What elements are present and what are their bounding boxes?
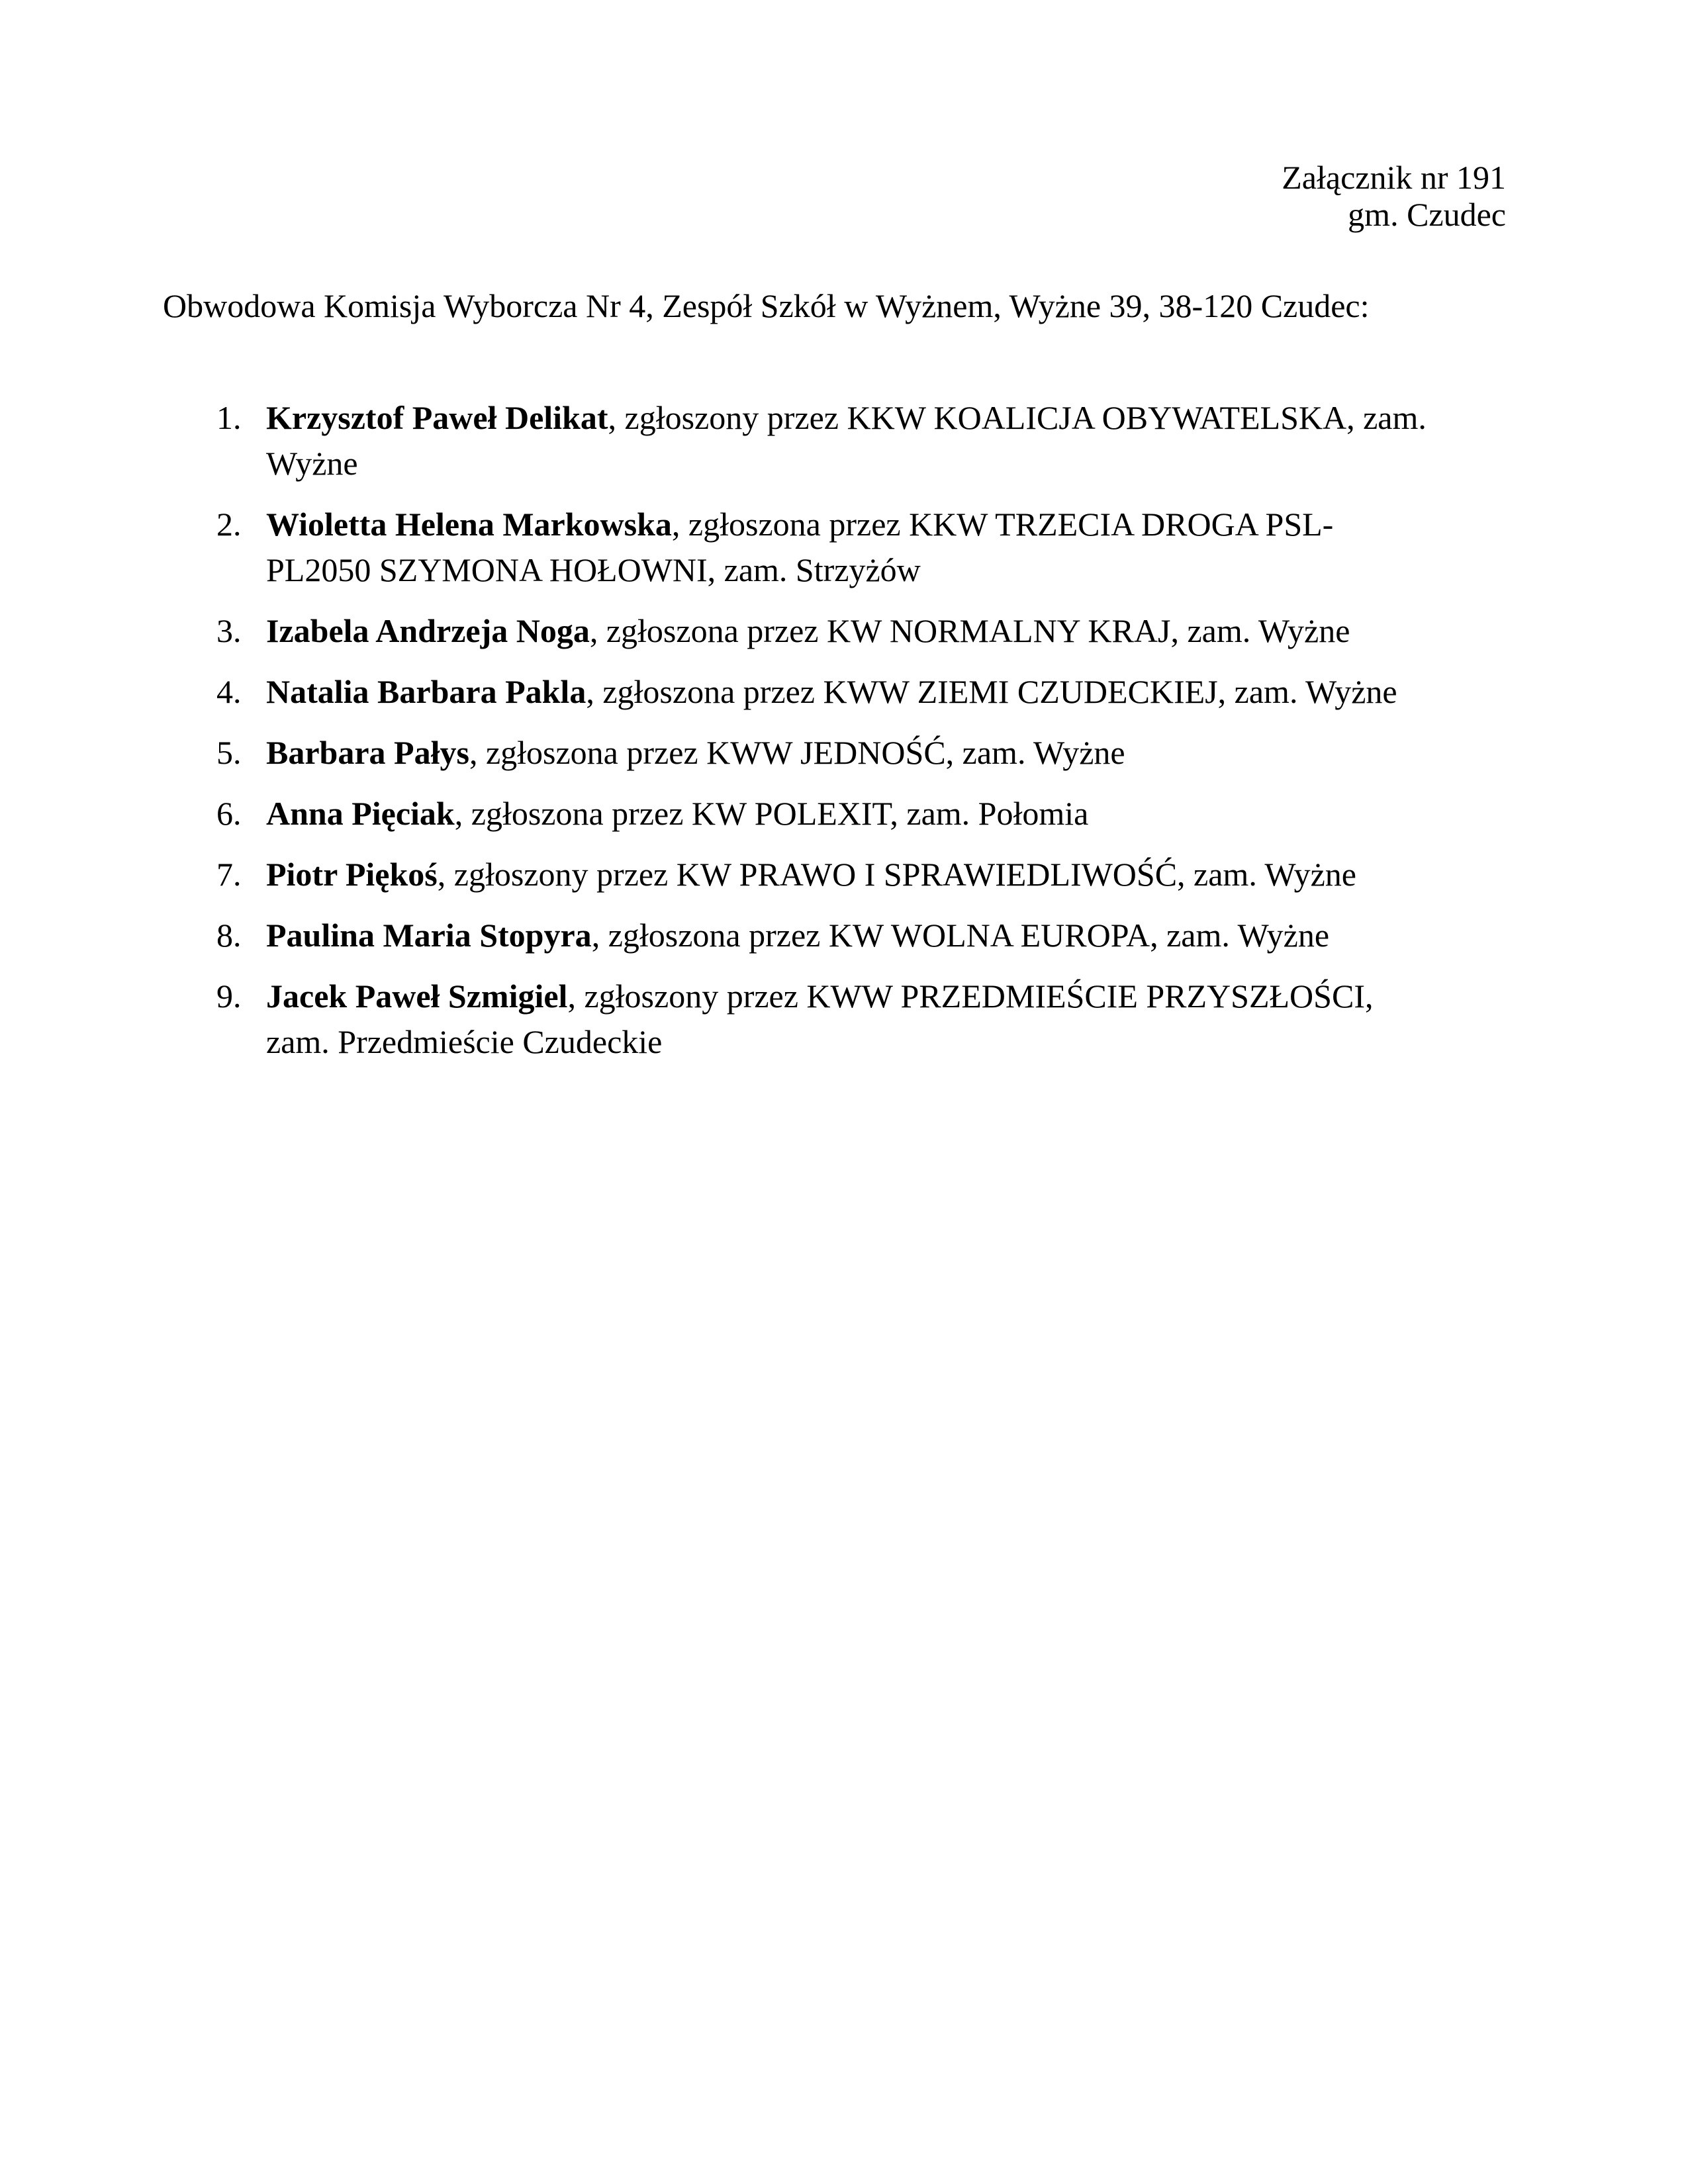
annex-number: Załącznik nr 191 (1282, 159, 1506, 196)
item-number: 5. (216, 734, 242, 771)
member-details: , zgłoszony przez KWW PRZEDMIEŚCIE PRZYSZŁOŚCI, zam. Przedmieście Czudeckie (266, 978, 1374, 1060)
member-details: , zgłoszona przez KWW ZIEMI CZUDECKIEJ, zam. Wyżne (586, 673, 1397, 710)
list-item (0, 730, 1523, 776)
member-name: Barbara Pałys (266, 734, 469, 771)
member-details: , zgłoszony przez KKW KOALICJA OBYWATELSKA, zam. Wyżne (266, 399, 1427, 482)
member-name: Piotr Piękoś (266, 856, 438, 893)
commission-heading: Obwodowa Komisja Wyborcza Nr 4, Zespół Szkół w Wyżnem, Wyżne 39, 38-120 Czudec: (163, 287, 1370, 324)
list-item (0, 791, 1523, 837)
member-name: Jacek Paweł Szmigiel (266, 978, 568, 1015)
list-item (0, 608, 1523, 654)
member-details: , zgłoszona przez KW POLEXIT, zam. Połomia (454, 795, 1089, 832)
member-details: , zgłoszona przez KWW JEDNOŚĆ, zam. Wyżne (469, 734, 1125, 771)
item-number: 7. (216, 856, 242, 893)
members-list (0, 395, 1523, 1080)
member-name: Natalia Barbara Pakla (266, 673, 586, 710)
item-number: 6. (216, 795, 242, 832)
item-number: 2. (216, 506, 242, 543)
list-item (0, 669, 1523, 715)
member-name: Krzysztof Paweł Delikat (266, 399, 608, 436)
member-name: Paulina Maria Stopyra (266, 917, 592, 954)
member-name: Wioletta Helena Markowska (266, 506, 672, 543)
document-header (1282, 159, 1506, 233)
member-details: , zgłoszony przez KW PRAWO I SPRAWIEDLIWOŚĆ, zam. Wyżne (437, 856, 1356, 893)
member-details: , zgłoszona przez KKW TRZECIA DROGA PSL-PL2050 SZYMONA HOŁOWNI, zam. Strzyżów (266, 506, 1334, 588)
item-number: 8. (216, 917, 242, 954)
member-details: , zgłoszona przez KW NORMALNY KRAJ, zam. Wyżne (589, 612, 1350, 649)
item-number: 1. (216, 399, 242, 436)
item-number: 3. (216, 612, 242, 649)
list-item (0, 395, 1524, 486)
list-item (0, 974, 1391, 1065)
member-details: , zgłoszona przez KW WOLNA EUROPA, zam. Wyżne (591, 917, 1330, 954)
list-item (0, 913, 1523, 958)
member-name: Anna Pięciak (266, 795, 455, 832)
member-name: Izabela Andrzeja Noga (266, 612, 590, 649)
list-item (0, 502, 1391, 593)
item-number: 9. (216, 978, 242, 1015)
list-item (0, 852, 1523, 897)
municipality: gm. Czudec (1348, 196, 1506, 233)
item-number: 4. (216, 673, 242, 710)
